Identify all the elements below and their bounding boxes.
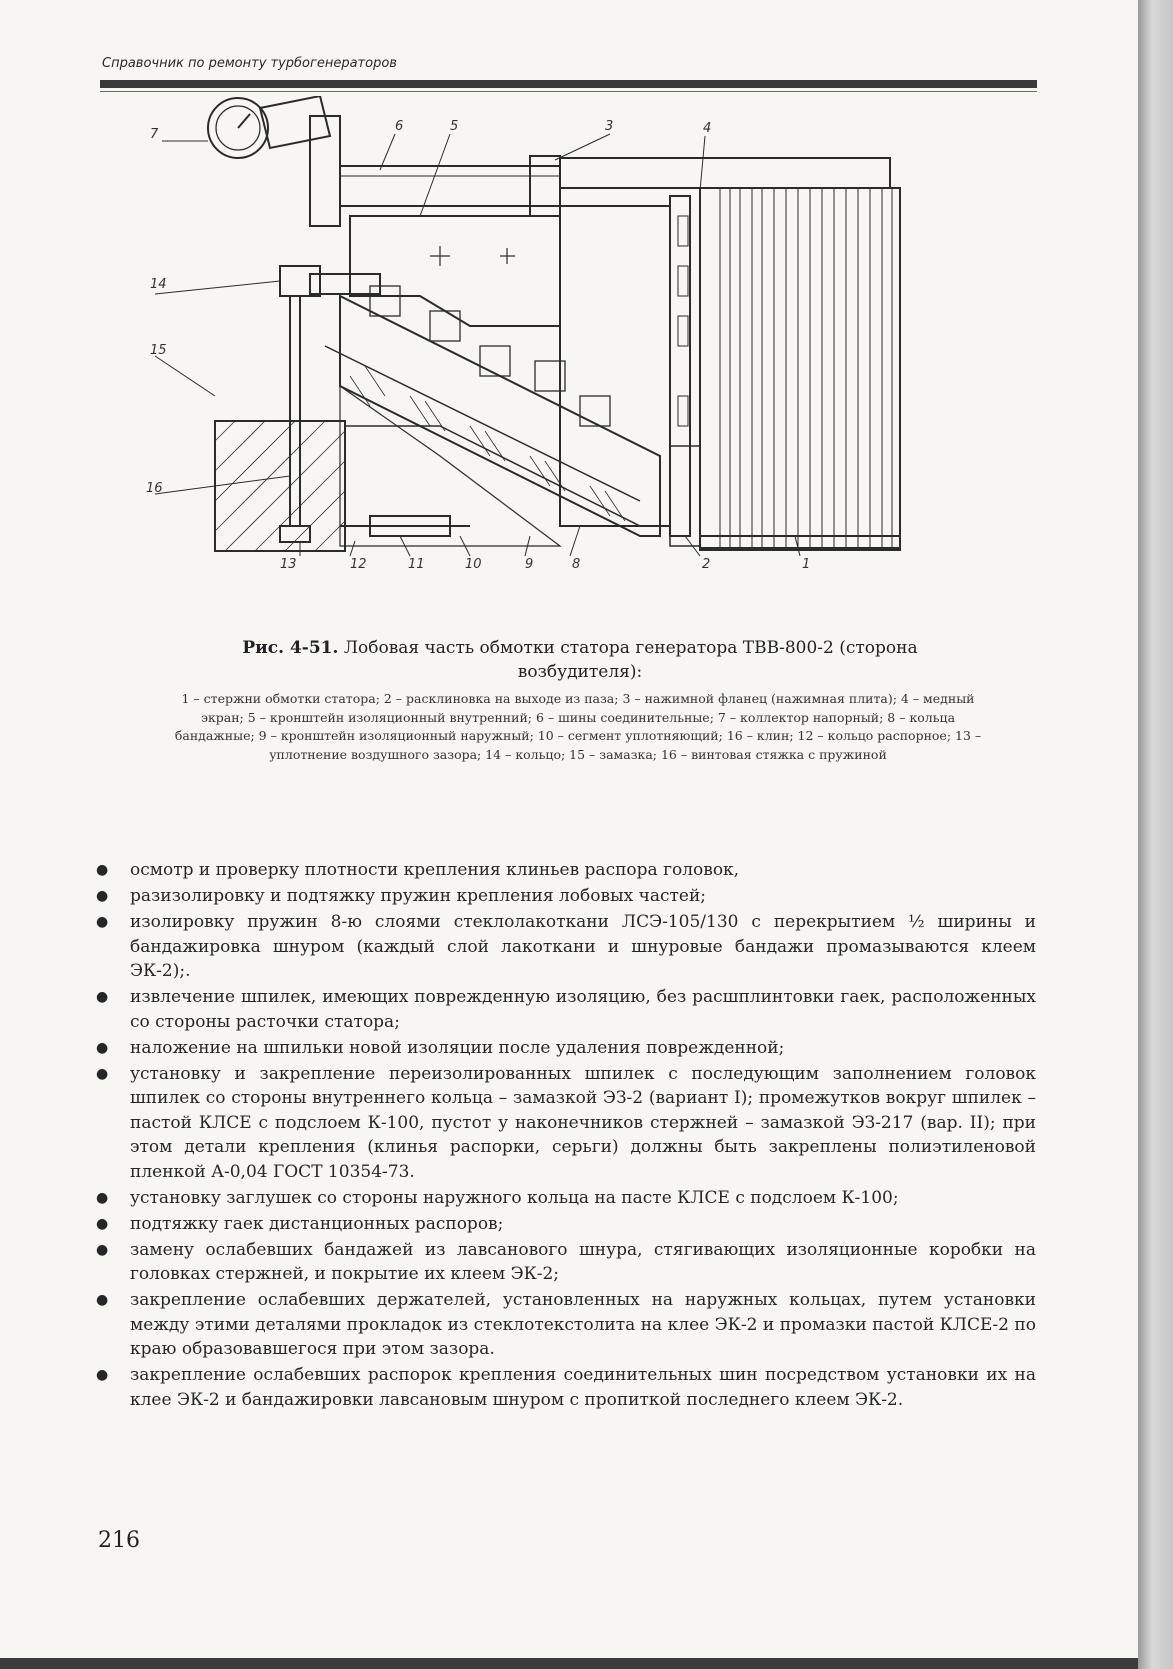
label-13: 13	[280, 557, 297, 572]
list-item: ● осмотр и проверку плотности крепления клиньев распора головок,	[96, 858, 1036, 883]
label-16: 16	[146, 481, 163, 496]
bullet-icon: ●	[96, 1292, 109, 1308]
bullet-icon: ●	[96, 1215, 109, 1232]
page-number: 216	[98, 1528, 140, 1553]
label-14: 14	[150, 277, 167, 292]
label-9: 9	[525, 557, 534, 572]
label-1: 1	[802, 557, 811, 572]
label-11: 11	[408, 557, 425, 572]
label-15: 15	[150, 343, 167, 358]
bullet-icon: ●	[96, 1065, 109, 1082]
header-rule-thin	[100, 91, 1037, 92]
stator-winding-drawing	[140, 96, 960, 616]
page-edge	[1138, 0, 1173, 1669]
maintenance-list	[96, 858, 1036, 1414]
label-8: 8	[572, 557, 581, 572]
running-head: Справочник по ремонту турбогенераторов	[102, 56, 397, 71]
bullet-icon: ●	[96, 914, 109, 930]
header-rule	[100, 80, 1037, 88]
bullet-icon: ●	[96, 989, 109, 1005]
label-10: 10	[465, 557, 482, 572]
label-4: 4	[703, 121, 712, 136]
label-5: 5	[450, 119, 459, 134]
scan-bottom-edge	[0, 1658, 1138, 1669]
label-2: 2	[702, 557, 711, 572]
list-item: ● наложение на шпильки новой изоляции после удаления поврежденной;	[96, 1036, 1036, 1061]
list-item: ● установку и закрепление переизолированных шпилек с последующим заполнением головок шпилек со стороны внутреннего кольца – замазкой ЭЗ-2 (вариант I); промежутков вокруг шпилек – пастой КЛСЕ с подслоем К-100, пустот у наконечников стержней – замазкой ЭЗ-217 (вар. II); при этом детали крепления (клинья распорки, серьги) должны быть закреплены полиэтиленовой пленкой А-0,04 ГОСТ 10354-73.	[96, 1063, 1036, 1182]
bullet-icon: ●	[96, 1039, 109, 1056]
list-item: ● закрепление ослабевших держателей, установленных на наружных кольцах, путем установки между этими деталями прокладок из стеклотекстолита на клее ЭК-2 и промазки пастой КЛСЕ-2 по краю образовавшегося при этом зазора.	[96, 1290, 1036, 1359]
bullet-icon: ●	[96, 888, 109, 904]
figure-title: Лобовая часть обмотки статора генератора ТВВ-800-2 (сторона возбудителя):	[343, 638, 918, 682]
label-6: 6	[395, 119, 404, 134]
list-item: ● замену ослабевших бандажей из лавсанового шнура, стягивающих изоляционные коробки на головках стержней, и покрытие их клеем ЭК-2;	[96, 1239, 1036, 1284]
list-item: ● изолировку пружин 8-ю слоями стеклолакоткани ЛСЭ-105/130 с перекрытием ½ ширины и бандажировка шнуром (каждый слой лакоткани и шнуровые бандажи промазываются клеем ЭК-2);.	[96, 912, 1036, 981]
figure-caption	[200, 636, 960, 684]
bullet-icon: ●	[96, 1241, 109, 1258]
figure-legend: 1 – стержни обмотки статора; 2 – расклиновка на выходе из паза; 3 – нажимной фланец (нажимная плита); 4 – медный экран; 5 – кронштейн изоляционный внутренний; 6 – шины соединительные; 7 – коллектор напорный; 8 – кольца бандажные; 9 – кронштейн изоляционный наружный; 10 – сегмент уплотняющий; 16 – клин; 12 – кольцо распорное; 13 – уплотнение воздушного зазора; 14 – кольцо; 15 – замазка; 16 – винтовая стяжка с пружиной	[174, 691, 982, 762]
bullet-icon: ●	[96, 1367, 109, 1383]
label-7: 7	[150, 127, 159, 142]
list-item: ● закрепление ослабевших распорок крепления соединительных шин посредством установки их на клее ЭК-2 и бандажировки лавсановым шнуром с пропиткой последнего клеем ЭК-2.	[96, 1365, 1036, 1410]
bullet-icon: ●	[96, 862, 109, 878]
figure-number: Рис. 4-51.	[242, 638, 339, 658]
bullet-icon: ●	[96, 1189, 109, 1206]
list-item: ● разизолировку и подтяжку пружин крепления лобовых частей;	[96, 884, 1036, 909]
list-item: ● извлечение шпилек, имеющих поврежденную изоляцию, без расшплинтовки гаек, расположенных со стороны расточки статора;	[96, 987, 1036, 1032]
label-12: 12	[350, 557, 367, 572]
list-item: ● установку заглушек со стороны наружного кольца на пасте КЛСЕ с подслоем К-100;	[96, 1186, 1036, 1211]
list-item: ● подтяжку гаек дистанционных распоров;	[96, 1212, 1036, 1237]
label-3: 3	[605, 119, 614, 134]
